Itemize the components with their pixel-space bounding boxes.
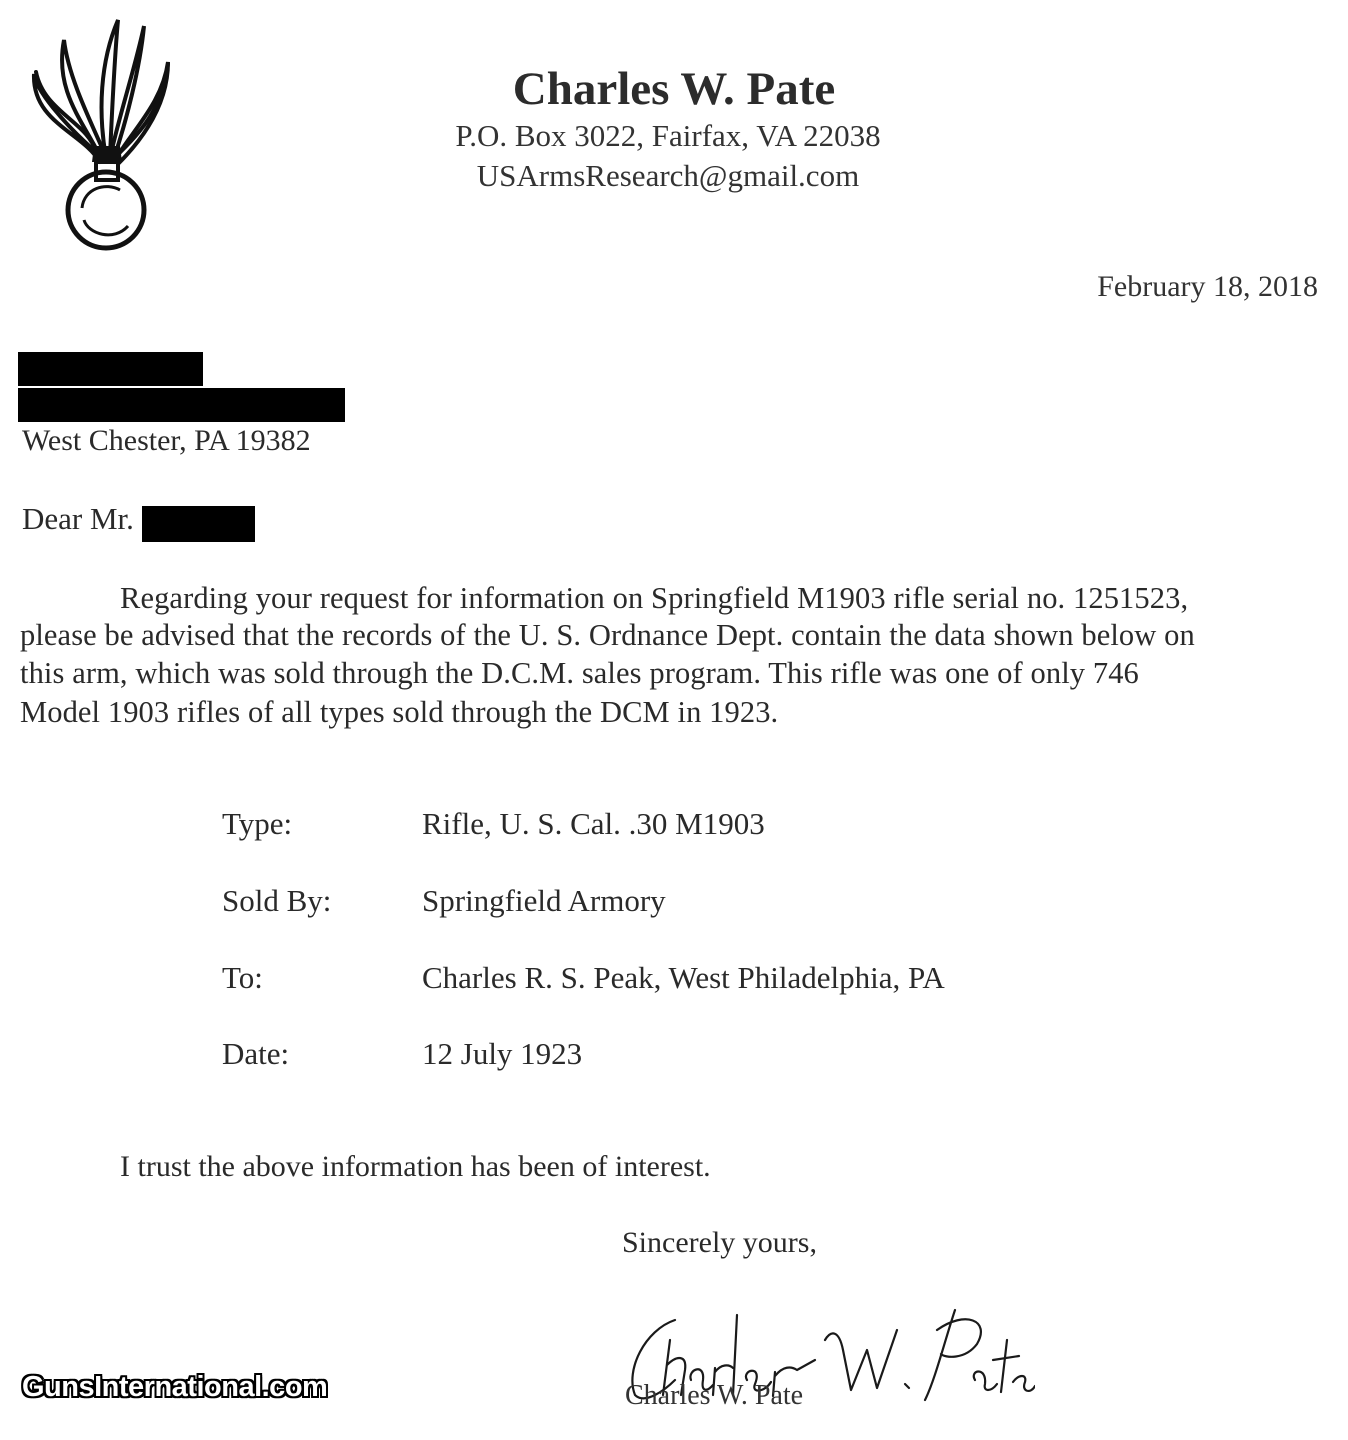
signer-name: Charles W. Pate [625, 1380, 804, 1411]
letterhead-name: Charles W. Pate [512, 63, 836, 115]
record-label-sold-by: Sold By: [222, 883, 332, 918]
valediction: Sincerely yours, [622, 1226, 817, 1259]
record-label-date: Date: [222, 1036, 290, 1071]
watermark: GunsInternational.com [22, 1371, 328, 1403]
salutation-text: Dear Mr. [22, 501, 134, 536]
body-line: this arm, which was sold through the D.C.M. sales program. This rifle was one of only 746 [20, 656, 1139, 690]
record-value-sold-by: Springfield Armory [422, 883, 666, 918]
record-value-to: Charles R. S. Peak, West Philadelphia, PA [422, 960, 945, 995]
letterhead-email: USArmsResearch@gmail.com [476, 158, 860, 193]
redaction-bar [18, 388, 345, 422]
salutation [22, 501, 134, 537]
letterhead-address: P.O. Box 3022, Fairfax, VA 22038 [455, 118, 881, 153]
redaction-bar [142, 506, 255, 542]
record-value-type: Rifle, U. S. Cal. .30 M1903 [422, 806, 765, 841]
closing-line: I trust the above information has been of interest. [120, 1150, 711, 1183]
record-value-date: 12 July 1923 [422, 1036, 583, 1071]
body-line: please be advised that the records of the U. S. Ordnance Dept. contain the data shown below on [20, 618, 1195, 652]
letter-date: February 18, 2018 [1097, 270, 1318, 303]
body-line: Model 1903 rifles of all types sold through the DCM in 1923. [20, 695, 779, 729]
record-label-to: To: [222, 960, 263, 995]
redaction-bar [18, 352, 203, 386]
body-line: Regarding your request for information on Springfield M1903 rifle serial no. 1251523, [120, 581, 1189, 615]
record-label-type: Type: [222, 806, 293, 841]
recipient-city-line: West Chester, PA 19382 [22, 424, 311, 457]
